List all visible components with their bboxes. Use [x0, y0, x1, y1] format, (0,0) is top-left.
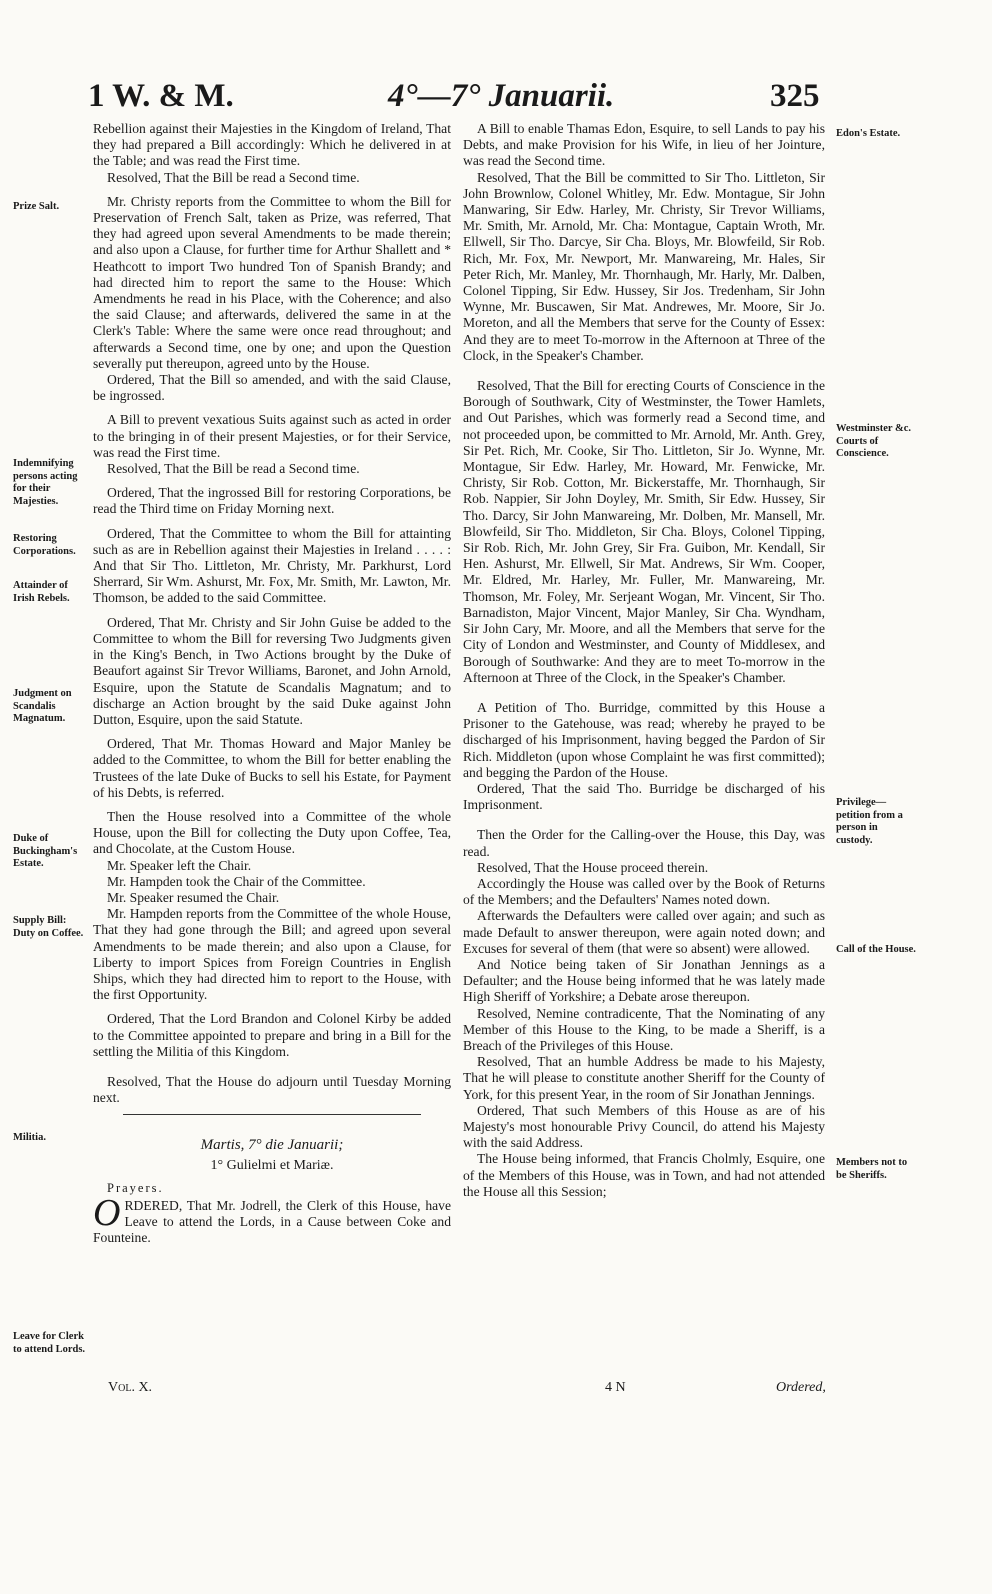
- catchword: Ordered,: [776, 1380, 826, 1395]
- paragraph: Ordered, That the said Tho. Burridge be discharged of his Imprisonment.: [463, 780, 825, 813]
- paragraph: Ordered, That the Lord Brandon and Colonel Kirby be added to the Committee appointed to prepare and bring in a Bill for the settling the Militia of this Kingdom.: [93, 1011, 451, 1059]
- margin-note-left: Leave for Clerk to attend Lords.: [13, 1331, 86, 1355]
- margin-note-right: Privilege—petition from a person in custody.: [836, 797, 903, 846]
- margin-note-left: Indemnifying persons acting for their Majesties.: [13, 458, 78, 507]
- margin-note-left: Restoring Corporations.: [13, 533, 76, 557]
- paragraph: Resolved, That the Bill for erecting Courts of Conscience in the Borough of Southwark, City of Westminster, the Tower Hamlets, and Out Parishes, which was formerly read a Second time, and not proceeded upon, be committed to Mr. Arnold, Mr. Anth. Grey, Sir Pet. Rich, Mr. Cooke, Sir Tho. Littleton, Sir Jo. Wynne, Mr. Montague, Sir Edw. Harley, Mr. Howard, Mr. Fenwicke, Mr. Christy, Sir Rob. Cotton, Mr. Bickerstaffe, Mr. Thornhaugh, Sir Rob. Nappier, Sir John Doyley, Mr. Smith, Sir Edw. Hussey, Sir Tho. Darcy, Sir John Manwareing, Mr. Dolben, Mr. Mansell, Mr. Blowfeild, Sir Tho. Middleton, Sir Cha. Bloys, Colonel Tipping, Sir Rob. Rich, Mr. John Grey, Sir Fra. Guibon, Mr. Kendall, Sir Hen. Ashurst, Mr. Ellwell, Sir Mat. Andrews, Sir Wm. Cooper, Mr. Eldred, Mr. Harley, Mr. Fuller, Mr. Manwareing, Mr. Thomson, Mr. Foley, Mr. Serjeant Wogan, Mr. Vincent, Sir Tho. Barnadiston, Major Vincent, Major Manley, Sir Cha. Wyndham, Sir John Cary, Mr. Moore, and all the Members that serve for the City of London and Westminster, and County of Middlesex, and Borough of Southwarke: And they are to meet To-morrow in the Afternoon at Three of the Clock, in the Speaker's Chamber.: [463, 378, 825, 685]
- paragraph: Then the Order for the Calling-over the House, this Day, was read.: [463, 827, 825, 859]
- paragraph: Mr. Hampden reports from the Committee of the whole House, That they had gone through the Bill; and agreed upon several Amendments to be made therein; and also upon a Clause, for Liberty to import Spices from Foreign Countries in English Ships, which they had directed him to report to the House, with the first Opportunity.: [93, 906, 451, 1003]
- margin-note-right: Members not to be Sheriffs.: [836, 1157, 908, 1181]
- paragraph: Resolved, Nemine contradicente, That the Nominating of any Member of this House to the King, to be made a Sheriff, is a Breach of the Privileges of this House.: [463, 1005, 825, 1053]
- leave-text: RDERED, That Mr. Jodrell, the Clerk of this House, have Leave to attend the Lords, in a Cause between Coke and Founteine.: [93, 1197, 451, 1246]
- paragraph: A Bill to prevent vexatious Suits against such as acted in order to the bringing in of their present Majesties, or for their Service, was read the First time.: [93, 412, 451, 460]
- header-dates: 4°—7° Januarii.: [388, 78, 615, 114]
- margin-note-left: Prize Salt.: [13, 201, 60, 212]
- paragraph: Rebellion against their Majesties in the Kingdom of Ireland, That they had prepared a Bill accordingly: Which he delivered in at the Table; and was read the First time.: [93, 121, 451, 169]
- paragraph: Afterwards the Defaulters were called over again; and such as made Default to answer thereupon, were again noted down; and Excuses for several of them (that were so absent) were allowed.: [463, 908, 825, 956]
- margin-note-left: Judgment on Scandalis Magnatum.: [13, 688, 72, 724]
- prayers-heading: Prayers.: [107, 1180, 164, 1195]
- paragraph: Resolved, That an humble Address be made to his Majesty, That he will please to constitute another Sheriff for the County of York, for this present Year, in the room of Sir Jonathan Jennings.: [463, 1054, 825, 1102]
- paragraph: Mr. Speaker resumed the Chair.: [107, 889, 280, 905]
- paragraph: A Bill to enable Thamas Edon, Esquire, to sell Lands to pay his Debts, and make Provision for his Wife, in lieu of her Jointure, was read the Second time.: [463, 121, 825, 169]
- section-date: Martis, 7° die Januarii;: [200, 1137, 344, 1154]
- section-divider: [123, 1114, 421, 1115]
- paragraph: Ordered, That the Bill so amended, and with the said Clause, be ingrossed.: [93, 372, 451, 404]
- margin-note-left: Militia.: [13, 1132, 46, 1143]
- paragraph: Resolved, That the Bill be read a Second time.: [107, 169, 360, 185]
- left-column: [93, 121, 451, 1247]
- margin-note-left: Supply Bill: Duty on Coffee.: [13, 915, 84, 939]
- margin-note-left: Duke of Buckingham's Estate.: [13, 833, 78, 869]
- paragraph: Ordered, That such Members of this House as are of his Majesty's most honourable Privy Council, do attend his Majesty with the said Address.: [463, 1102, 825, 1151]
- paragraph: Mr. Hampden took the Chair of the Committee.: [107, 873, 366, 889]
- paragraph: Ordered, That the ingrossed Bill for restoring Corporations, be read the Third time on Friday Morning next.: [93, 485, 451, 517]
- paragraph: A Petition of Tho. Burridge, committed by this House a Prisoner to the Gatehouse, was read; whereby he prayed to be discharged of his Imprisonment, having begged the Pardon of Sir Rich. Middleton (upon whose Complaint he was first committed); and begging the Pardon of the House.: [463, 699, 825, 780]
- paragraph: The House being informed, that Francis Cholmly, Esquire, one of the Members of this House, was in Town, and had not attended the House all this Session;: [463, 1151, 825, 1199]
- paragraph: Resolved, That the House proceed therein.: [477, 859, 709, 875]
- paragraph: Resolved, That the Bill be read a Second time.: [107, 461, 360, 477]
- paragraph: And Notice being taken of Sir Jonathan Jennings as a Defaulter; and the House being informed that he was lately made High Sheriff of Yorkshire; a Debate arose thereupon.: [463, 956, 825, 1005]
- paragraph: Mr. Speaker left the Chair.: [107, 857, 252, 873]
- paragraph: Resolved, That the House do adjourn until Tuesday Morning next.: [93, 1073, 451, 1106]
- drop-cap: O: [93, 1191, 121, 1234]
- header-regnal-year: 1 W. & M.: [88, 78, 234, 114]
- paragraph: Ordered, That the Committee to whom the Bill for attainting such as are in Rebellion against their Majesties in Ireland . . . . : And that Sir Tho. Littleton, Mr. Christy, Mr. Parkhurst, Lord Sherrard, Sir Wm. Ashurst, Mr. Fox, Mr. Smith, Mr. Lawton, Mr. Thomson, be added to the said Committee.: [93, 525, 451, 606]
- margin-note-right: Westminster &c. Courts of Conscience.: [836, 423, 912, 459]
- margin-note-left: Attainder of Irish Rebels.: [13, 580, 70, 604]
- paragraph: Mr. Christy reports from the Committee to whom the Bill for Preservation of French Salt, taken as Prize, was referred, That they had agreed upon several Amendments to be made therein; and also upon a Clause, for further time for Arthur Shallett and * Heathcott to import Two hundred Ton of Spanish Brandy; and had directed him to report the same to the House: Which Amendments he read in his Place, with the Coherence; and also the said Clause; and afterwards, delivered the same in at the Clerk's Table: Where the same were once read throughout; and afterwards a Second time, one by one; and upon the Question severally put thereupon, agreed unto by the House.: [93, 193, 451, 371]
- leave-paragraph: [93, 1191, 451, 1247]
- margin-note-right: Call of the House.: [836, 944, 916, 955]
- paragraph: Resolved, That the Bill be committed to Sir Tho. Littleton, Sir John Brownlow, Colonel Whitley, Mr. Edw. Montague, Sir John Manwaring, Sir Edw. Harley, Mr. Christy, Sir Trevor Williams, Mr. Smith, Mr. Arnold, Mr. Cha: Montague, Captain Wroth, Mr. Ellwell, Sir Tho. Darcye, Sir Cha. Bloys, Mr. Blowfeild, Sir Rob. Rich, Mr. Fox, Mr. Newport, Mr. Manwareing, Mr. Hales, Sir Peter Rich, Mr. Manley, Mr. Thornhaugh, Mr. Harly, Mr. Dalben, Colonel Tipping, Sir Edw. Hussey, Sir Jos. Tredenham, Sir John Wynne, Mr. Buscawen, Sir Mat. Andrewes, Mr. Moore, Sir Jo. Moreton, and all the Members that serve for the County of Essex: And they are to meet To-morrow in the Afternoon at Three of the Clock, in the Speaker's Chamber.: [463, 169, 825, 363]
- right-column: [463, 121, 825, 1200]
- volume-label: Vol. X.: [108, 1380, 153, 1395]
- section-subdate: 1° Gulielmi et Mariæ.: [210, 1157, 334, 1173]
- margin-note-right: Edon's Estate.: [836, 128, 901, 139]
- paragraph: Ordered, That Mr. Christy and Sir John Guise be added to the Committee to whom the Bill for reversing Two Judgments given in the King's Bench, in Two Actions brought by the Duke of Beaufort against Sir Trevor Williams, Baronet, and John Arnold, Esquire, upon the Statute de Scandalis Magnatum; and to discharge an Action brought by the said Duke against John Dutton, Esquire, upon the said Statute.: [93, 614, 451, 727]
- paragraph: Then the House resolved into a Committee of the whole House, upon the Bill for collecting the Duty upon Coffee, Tea, and Chocolate, at the Custom House.: [93, 808, 451, 857]
- paragraph: Ordered, That Mr. Thomas Howard and Major Manley be added to the Committee, to whom the Bill for better enabling the Trustees of the late Duke of Bucks to sell his Estate, for Payment of his Debts, is referred.: [93, 736, 451, 800]
- page-number: 325: [770, 78, 820, 114]
- paragraph: Accordingly the House was called over by the Book of Returns of the Members; and the Defaulters' Names noted down.: [463, 875, 825, 908]
- signature-mark: 4 N: [605, 1380, 626, 1395]
